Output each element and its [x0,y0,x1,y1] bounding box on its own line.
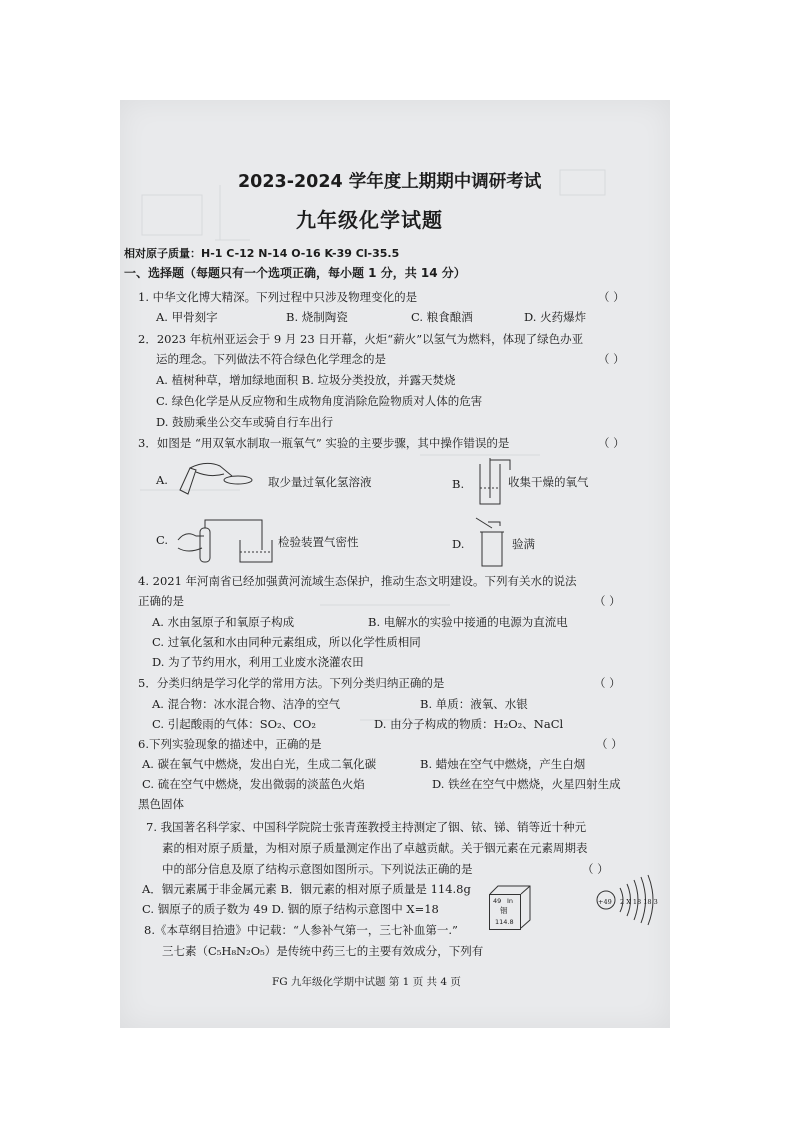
q7-stem-line3: 中的部分信息及原了结构示意图如图所示。下列说法正确的是 [162,862,473,876]
electron-shells: 2 X 18 18 3 [620,898,658,906]
atomic-mass-line: 相对原子质量：H-1 C-12 N-14 O-16 K-39 Cl-35.5 [124,247,400,260]
section-heading: 一、选择题（每题只有一个选项正确，每小题 1 分，共 14 分） [124,266,466,280]
q2-option-ab: A. 植树种草，增加绿地面积 B. 垃圾分类投放，并露天焚烧 [156,373,456,387]
exam-title: 2023-2024 学年度上期期中调研考试 [238,172,542,192]
exam-subtitle: 九年级化学试题 [296,208,443,232]
q6-option-a: A. 碳在氧气中燃烧，发出白光，生成二氧化碳 [142,757,377,771]
element-symbol: In [507,897,514,905]
q5-option-d: D. 由分子构成的物质：H₂O₂、NaCl [374,717,564,731]
cell-depth-lines [486,884,536,934]
q4-answer-blank: （ ） [594,594,621,608]
page-footer: FG 九年级化学期中试题 第 1 页 共 4 页 [272,976,461,988]
element-name: 铟 [500,906,508,915]
q1-option-d: D. 火药爆炸 [524,310,587,324]
q4-option-a: A. 水由氢原子和氧原子构成 [152,615,295,629]
q8-stem-line1: 8.《本草纲目拾遗》中记载：“人参补气第一，三七补血第一.” [144,923,458,937]
airtightness-check-illustration [174,514,274,570]
q4-option-b: B. 电解水的实验中接通的电源为直流电 [368,615,568,629]
q6-stem: 6.下列实验现象的描述中，正确的是 [138,737,322,751]
q4-stem-line2: 正确的是 [138,594,184,608]
oxygen-test-illustration [474,514,514,570]
q2-stem-line1: 2．2023 年杭州亚运会于 9 月 23 日开幕，火炬“薪火”以氢气为燃料，体现了绿色办亚 [138,332,584,346]
q5-option-b: B. 单质：液氧、水银 [420,697,528,711]
q3-option-d-text: 验满 [512,537,535,551]
q1-answer-blank: （ ） [598,290,625,304]
q2-option-d: D. 鼓励乘坐公交车或骑自行车出行 [156,415,334,429]
q7-option-cd: C. 铟原子的质子数为 49 D. 铟的原子结构示意图中 X=18 [142,902,439,916]
q8-stem-line2: 三七素（C₅H₈N₂O₅）是传统中药三七的主要有效成分，下列有 [162,944,484,958]
q7-answer-blank: （ ） [582,862,609,876]
q3-option-a-letter: A. [156,473,168,487]
q3-option-b-letter: B. [452,477,465,491]
q7-option-ab: A．铟元素属于非金属元素 B．铟元素的相对原子质量是 114.8g [142,882,471,896]
q1-option-b: B. 烧制陶瓷 [286,310,348,324]
q1-stem: 1. 中华文化博大精深。下列过程中只涉及物理变化的是 [138,290,418,304]
relative-atomic-mass: 114.8 [495,918,514,926]
q1-option-c: C. 粮食酿酒 [411,310,473,324]
q7-stem-line2: 素的相对原子质量，为相对原子质量测定作出了卓越贡献。关于铟元素在元素周期表 [162,841,588,855]
q3-option-c-text: 检验装置气密性 [278,535,359,549]
q3-option-a-text: 取少量过氧化氢溶液 [268,475,372,489]
q7-stem-line1: 7. 我国著名科学家、中国科学院院士张青莲教授主持测定了铟、铱、锑、销等近十种元 [146,820,587,834]
pouring-liquid-illustration [176,460,256,500]
q4-option-c: C. 过氧化氢和水由同种元素组成，所以化学性质相同 [152,635,421,649]
q5-stem: 5．分类归纳是学习化学的常用方法。下列分类归纳正确的是 [138,676,445,690]
q4-stem-line1: 4. 2021 年河南省已经加强黄河流域生态保护，推动生态文明建设。下列有关水的说法 [138,574,577,588]
q6-option-b: B. 蜡烛在空气中燃烧，产生白烟 [420,757,586,771]
q1-option-a: A. 甲骨刻字 [156,310,218,324]
q3-stem: 3．如图是 “用双氧水制取一瓶氧气” 实验的主要步骤，其中操作错误的是 [138,436,510,450]
q2-option-c: C. 绿色化学是从反应物和生成物角度消除危险物质对人体的危害 [156,394,483,408]
atomic-number: 49 [493,897,502,905]
q2-answer-blank: （ ） [598,352,625,366]
q5-answer-blank: （ ） [594,676,621,690]
exam-sheet [120,100,670,1028]
q6-option-d-line1: D. 铁丝在空气中燃烧，火星四射生成 [432,777,621,791]
nucleus-charge: +49 [598,898,612,906]
q6-answer-blank: （ ） [596,737,623,751]
q5-option-a: A. 混合物：冰水混合物、洁净的空气 [152,697,341,711]
q3-option-b-text: 收集干燥的氧气 [508,475,589,489]
q5-option-c: C. 引起酸雨的气体：SO₂、CO₂ [152,717,316,731]
q3-answer-blank: （ ） [598,436,625,450]
q6-option-c: C. 硫在空气中燃烧，发出微弱的淡蓝色火焰 [142,777,365,791]
q6-option-d-line2: 黑色固体 [138,797,184,811]
q4-option-d: D. 为了节约用水，利用工业废水浇灌农田 [152,655,364,669]
q2-stem-line2: 运的理念。下列做法不符合绿色化学理念的是 [156,352,386,366]
q3-option-d-letter: D. [452,537,465,551]
q3-option-c-letter: C. [156,533,169,547]
